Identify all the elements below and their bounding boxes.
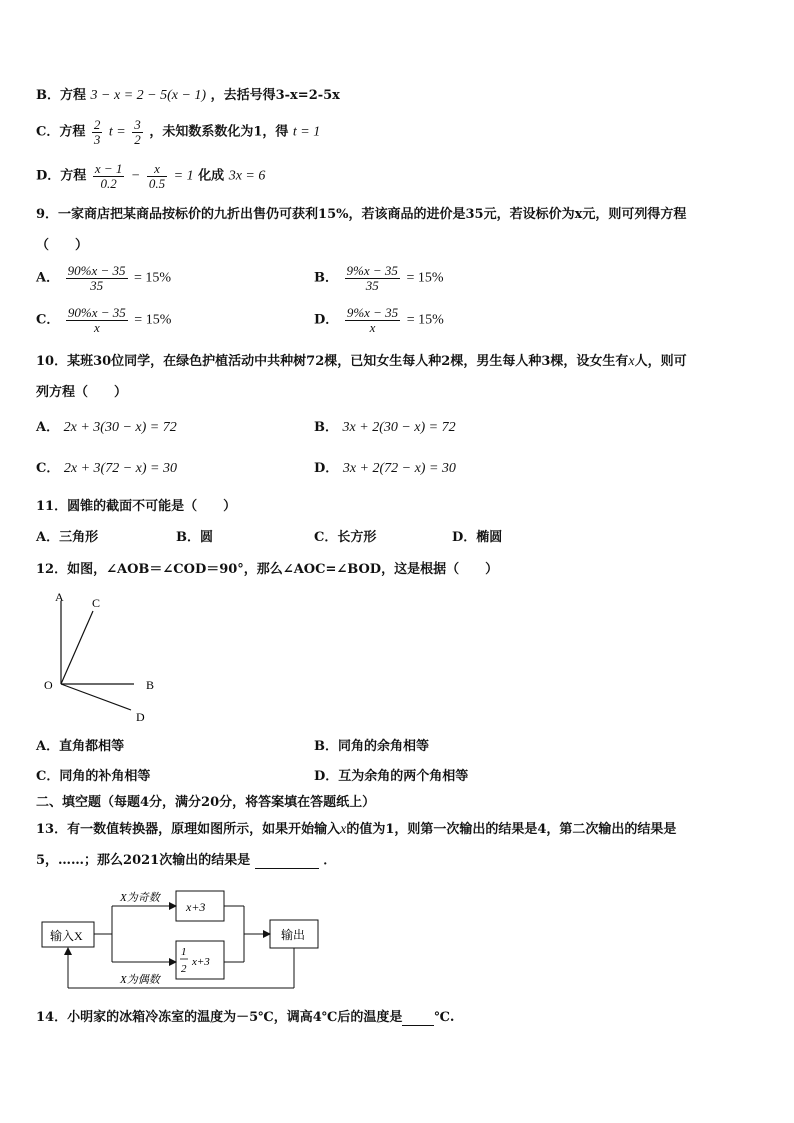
q9-b-fraction: $\frac{9\%x - 35}{35}$ (346, 263, 398, 293)
q13-output-label: 输出 (281, 928, 306, 942)
q13-stem (36, 822, 676, 838)
q13-stem-variable: x (340, 822, 347, 837)
q12-option-a: A．直角都相等 (36, 739, 125, 754)
q9-c-fraction: $\frac{90\%x - 35}{x}$ (67, 305, 126, 335)
q13-odd-label: X为奇数 (120, 892, 160, 904)
q12-option-d: D．互为余角的两个角相等 (314, 769, 469, 784)
q10-d-label: D． (314, 461, 339, 476)
q8-d-label: D．方程 (36, 168, 87, 184)
q8-d-text: 化成 (198, 168, 225, 184)
q13-even-label: X为偶数 (120, 974, 160, 986)
q13-odd-op: x+3 (186, 900, 206, 914)
q10-stem-text: 10．某班30位同学，在绿色护植活动中共种树72棵，已知女生每人种2棵，男生每人种3棵，设女生有 (36, 354, 629, 369)
q8-d-fraction-2: $\frac{x}{0.5}$ (148, 161, 166, 191)
q10-option-d (314, 461, 456, 477)
q9-b-rhs: = 15% (406, 270, 444, 286)
q10-stem-end: 人，则可 (634, 354, 687, 369)
q9-a-fraction: $\frac{90\%x - 35}{35}$ (67, 263, 126, 293)
q8-c-text: ，未知数系数化为1，得 (149, 124, 289, 140)
q8-b-label: B．方程 (36, 88, 86, 103)
q13-even-op-num: 1 (181, 946, 187, 958)
q12-option-b: B．同角的余角相等 (314, 739, 429, 754)
q12-label-c: C (92, 596, 101, 610)
q13-flow-diagram (40, 884, 330, 994)
q12-label-b: B (146, 678, 155, 692)
q13-stem-end: 的值为1，则第一次输出的结果是4，第二次输出的结果是 (346, 822, 677, 837)
q8-c-variable: t = (108, 124, 126, 140)
q8-option-b (36, 88, 340, 104)
q11-option-d: D．椭圆 (452, 530, 503, 545)
q10-c-equation: 2x + 3(72 − x) = 30 (63, 461, 177, 476)
q10-stem-line2: 列方程（ ） (36, 385, 128, 400)
q13-stem2-end: ． (323, 853, 337, 868)
q8-option-c (36, 118, 320, 147)
q10-d-equation: 3x + 2(72 − x) = 30 (342, 461, 456, 476)
q9-d-label: D． (314, 312, 339, 328)
q9-option-a (36, 264, 171, 293)
q8-b-text: ，去括号得3-x=2-5x (210, 88, 340, 103)
q12-option-c: C．同角的补角相等 (36, 769, 151, 784)
q8-c-fraction-2: $\frac{3}{2}$ (134, 117, 141, 147)
q11-option-a: A．三角形 (36, 530, 99, 545)
q10-option-a (36, 420, 177, 436)
q8-option-d (36, 162, 265, 191)
q12-label-a: A (55, 590, 64, 604)
q8-c-fraction-1: $\frac{2}{3}$ (93, 117, 101, 147)
q10-a-label: A． (36, 420, 60, 435)
q8-c-label: C．方程 (36, 124, 86, 140)
q8-b-equation: 3 − x = 2 − 5(x − 1) (90, 88, 207, 103)
q12-label-d: D (136, 710, 145, 724)
q14-stem (36, 1010, 454, 1026)
q9-a-label: A． (36, 270, 60, 286)
q9-a-rhs: = 15% (134, 270, 172, 286)
q8-d-minus: − (130, 168, 141, 184)
q9-stem: 9．一家商店把某商品按标价的九折出售仍可获利15%，若该商品的进价是35元，若设标价为x元，则可列得方程 (36, 207, 687, 222)
q10-option-b (314, 420, 456, 436)
q13-stem2-text: 5，……；那么2021次输出的结果是 (36, 853, 251, 868)
q10-c-label: C． (36, 461, 60, 476)
section-fill-in-heading: 二、填空题（每题4分，满分20分，将答案填在答题纸上） (36, 795, 376, 810)
q11-stem: 11．圆锥的截面不可能是（ ） (36, 499, 237, 514)
q9-c-label: C． (36, 312, 60, 328)
q14-stem-text: 14．小明家的冰箱冷冻室的温度为－5℃，调高4℃后的温度是 (36, 1010, 403, 1025)
q11-option-c: C．长方形 (314, 530, 377, 545)
q14-answer-blank (402, 1011, 434, 1026)
q13-even-op-rest: x+3 (192, 956, 210, 968)
q9-option-d (314, 306, 444, 335)
q13-even-op-den: 2 (181, 963, 187, 975)
q8-c-result: t = 1 (292, 124, 321, 140)
q9-d-rhs: = 15% (406, 312, 444, 328)
q11-option-b: B．圆 (176, 530, 213, 545)
q13-stem-text: 13．有一数值转换器，原理如图所示，如果开始输入 (36, 822, 341, 837)
q9-c-rhs: = 15% (134, 312, 172, 328)
q13-answer-blank (255, 854, 319, 869)
q8-d-equals: = 1 (173, 168, 194, 184)
q12-label-o: O (44, 678, 53, 692)
q8-d-fraction-1: $\frac{x - 1}{0.2}$ (94, 161, 123, 191)
q9-paren: （ ） (36, 238, 89, 253)
q9-b-label: B． (314, 270, 338, 286)
q10-b-equation: 3x + 2(30 − x) = 72 (342, 420, 456, 435)
q8-d-result: 3x = 6 (228, 168, 266, 184)
q12-stem: 12．如图，∠AOB＝∠COD＝90°，那么∠AOC=∠BOD，这是根据（ ） (36, 562, 499, 577)
q10-a-equation: 2x + 3(30 − x) = 72 (63, 420, 177, 435)
q10-stem (36, 354, 687, 370)
q10-stem-variable: x (628, 354, 635, 369)
q14-unit: ℃. (434, 1010, 455, 1025)
q10-option-c (36, 461, 177, 477)
q10-b-label: B． (314, 420, 338, 435)
q12-angle-figure (36, 585, 176, 725)
q9-option-b (314, 264, 444, 293)
q9-d-fraction: $\frac{9\%x - 35}{x}$ (346, 305, 399, 335)
q13-stem-line2 (36, 853, 336, 869)
q9-option-c (36, 306, 171, 335)
q13-input-label: 输入X (50, 929, 83, 943)
